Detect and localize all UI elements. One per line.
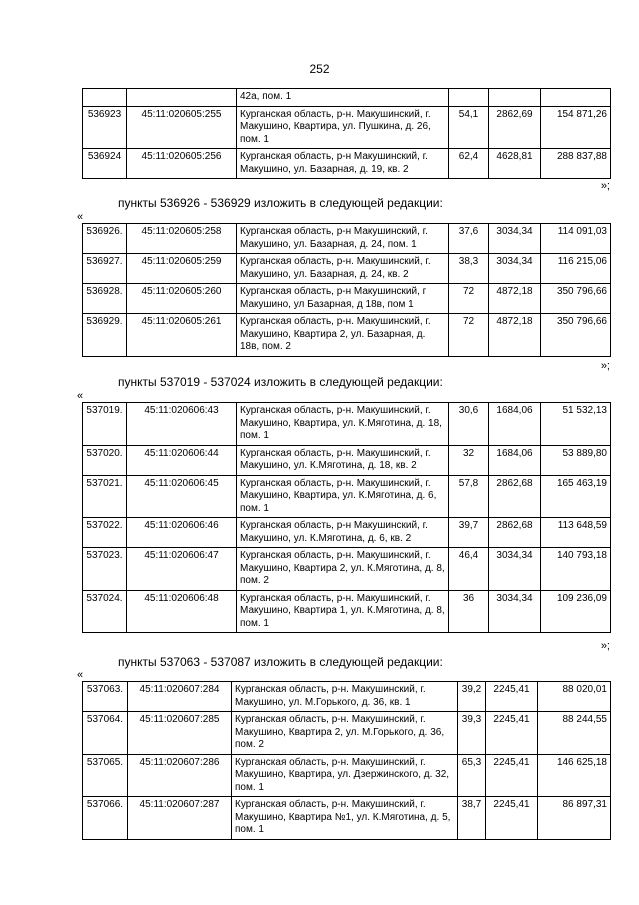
value: 350 796,66 [541, 284, 611, 314]
row-number: 537064. [83, 712, 128, 755]
rate: 3034,34 [489, 254, 541, 284]
area: 46,4 [449, 548, 489, 591]
row-number: 537066. [83, 797, 128, 840]
area [449, 89, 489, 107]
table-row [83, 106, 611, 149]
rate: 4872,18 [489, 284, 541, 314]
table-row [83, 224, 611, 254]
cadastral-number: 45:11:020606:46 [127, 518, 237, 548]
closing-quote: »; [600, 360, 610, 372]
area: 38,7 [458, 797, 486, 840]
area: 39,7 [449, 518, 489, 548]
table-row [83, 590, 611, 633]
rate: 1684,06 [489, 445, 541, 475]
rate: 3034,34 [489, 590, 541, 633]
table-row [83, 797, 611, 840]
value: 288 837,88 [541, 149, 611, 179]
address: Курганская область, р-н Макушинский, г. Макушино, ул. Базарная, д. 24, пом. 1 [237, 224, 449, 254]
area: 32 [449, 445, 489, 475]
value: 146 625,18 [538, 754, 611, 797]
table-row [83, 149, 611, 179]
address: Курганская область, р-н. Макушинский, г. Макушино, Квартира №1, ул. К.Мяготина, д. 5, пом. 1 [232, 797, 458, 840]
row-number: 536926. [83, 224, 127, 254]
area: 57,8 [449, 475, 489, 518]
row-number: 537024. [83, 590, 127, 633]
value: 350 796,66 [541, 314, 611, 357]
section-heading-3: пункты 537063 - 537087 изложить в следующей редакции: [118, 655, 443, 669]
area: 30,6 [449, 403, 489, 446]
row-number: 537023. [83, 548, 127, 591]
value: 53 889,80 [541, 445, 611, 475]
closing-quote: »; [600, 640, 610, 652]
table-row [83, 403, 611, 446]
address: Курганская область, р-н. Макушинский, г. Макушино, Квартира 2, ул. Базарная, д. 18в, пом. 2 [237, 314, 449, 357]
area: 54,1 [449, 106, 489, 149]
row-number: 536929. [83, 314, 127, 357]
table-row [83, 682, 611, 712]
table-row [83, 475, 611, 518]
rate: 3034,34 [489, 548, 541, 591]
value [541, 89, 611, 107]
cadastral-number: 45:11:020607:287 [128, 797, 232, 840]
address: Курганская область, р-н. Макушинский, г. Макушино, Квартира, ул. К.Мяготина, д. 18, пом. 1 [237, 403, 449, 446]
value: 165 463,19 [541, 475, 611, 518]
cadastral-number: 45:11:020606:47 [127, 548, 237, 591]
row-number: 537063. [83, 682, 128, 712]
row-number: 537019. [83, 403, 127, 446]
rate: 4628,81 [489, 149, 541, 179]
table-row [83, 518, 611, 548]
value: 113 648,59 [541, 518, 611, 548]
closing-quote: »; [600, 180, 610, 192]
cadastral-number: 45:11:020605:260 [127, 284, 237, 314]
cadastral-number: 45:11:020605:261 [127, 314, 237, 357]
address: Курганская область, р-н. Макушинский, г. Макушино, Квартира 2, ул. К.Мяготина, д. 8, пом. 2 [237, 548, 449, 591]
cadastral-number: 45:11:020607:286 [128, 754, 232, 797]
cadastral-number: 45:11:020605:255 [127, 106, 237, 149]
address: Курганская область, р-н. Макушинский, г. Макушино, Квартира 1, ул. К.Мяготина, д. 8, пом. 1 [237, 590, 449, 633]
table-row [83, 754, 611, 797]
rate: 4872,18 [489, 314, 541, 357]
area: 72 [449, 314, 489, 357]
value: 109 236,09 [541, 590, 611, 633]
row-number: 537021. [83, 475, 127, 518]
rate: 2862,68 [489, 518, 541, 548]
opening-quote: « [77, 211, 84, 223]
rate: 2862,68 [489, 475, 541, 518]
row-number [83, 89, 127, 107]
cadastral-number: 45:11:020607:285 [128, 712, 232, 755]
address: Курганская область, р-н. Макушинский, г. Макушино, Квартира, ул. Пушкина, д. 26, пом. 1 [237, 106, 449, 149]
cadastral-number: 45:11:020606:45 [127, 475, 237, 518]
address: Курганская область, р-н. Макушинский, г. Макушино, Квартира 2, ул. М.Горького, д. 36, пом. 2 [232, 712, 458, 755]
area: 65,3 [458, 754, 486, 797]
address: Курганская область, р-н Макушинский, г. Макушино, ул. К.Мяготина, д. 6, кв. 2 [237, 518, 449, 548]
rate: 3034,34 [489, 224, 541, 254]
cadastral-number [127, 89, 237, 107]
table-row [83, 284, 611, 314]
address: Курганская область, р-н. Макушинский, г. Макушино, Квартира, ул. К.Мяготина, д. 6, пом. 1 [237, 475, 449, 518]
area: 39,3 [458, 712, 486, 755]
cadastral-number: 45:11:020605:256 [127, 149, 237, 179]
area: 37,6 [449, 224, 489, 254]
cadastral-number: 45:11:020606:48 [127, 590, 237, 633]
table-row [83, 712, 611, 755]
cadastral-number: 45:11:020605:258 [127, 224, 237, 254]
opening-quote: « [77, 669, 84, 681]
value: 51 532,13 [541, 403, 611, 446]
value: 154 871,26 [541, 106, 611, 149]
value: 88 244,55 [538, 712, 611, 755]
value: 88 020,01 [538, 682, 611, 712]
address: Курганская область, р-н. Макушинский, г. Макушино, ул. Базарная, д. 24, кв. 2 [237, 254, 449, 284]
value: 140 793,18 [541, 548, 611, 591]
registry-table-2 [82, 223, 611, 357]
section-heading-2: пункты 537019 - 537024 изложить в следующей редакции: [118, 375, 443, 389]
address: Курганская область, р-н. Макушинский, г. Макушино, Квартира, ул. Дзержинского, д. 32, пом. 1 [232, 754, 458, 797]
row-number: 537065. [83, 754, 128, 797]
area: 38,3 [449, 254, 489, 284]
rate: 2245,41 [486, 682, 538, 712]
row-number: 537022. [83, 518, 127, 548]
value: 86 897,31 [538, 797, 611, 840]
address: Курганская область, р-н. Макушинский, г. Макушино, ул. К.Мяготина, д. 18, кв. 2 [237, 445, 449, 475]
registry-table-4 [82, 681, 611, 840]
area: 62,4 [449, 149, 489, 179]
cadastral-number: 45:11:020606:44 [127, 445, 237, 475]
row-number: 536924 [83, 149, 127, 179]
table-row [83, 445, 611, 475]
cadastral-number: 45:11:020607:284 [128, 682, 232, 712]
opening-quote: « [77, 390, 84, 402]
section-heading-1: пункты 536926 - 536929 изложить в следующей редакции: [118, 196, 443, 210]
table-row [83, 548, 611, 591]
table-row [83, 314, 611, 357]
registry-table-1 [82, 88, 611, 179]
row-number: 537020. [83, 445, 127, 475]
area: 39,2 [458, 682, 486, 712]
address: Курганская область, р-н. Макушинский, г. Макушино, ул. М.Горького, д. 36, кв. 1 [232, 682, 458, 712]
row-number: 536927. [83, 254, 127, 284]
rate [489, 89, 541, 107]
value: 114 091,03 [541, 224, 611, 254]
area: 36 [449, 590, 489, 633]
rate: 2245,41 [486, 712, 538, 755]
row-number: 536928. [83, 284, 127, 314]
value: 116 215,06 [541, 254, 611, 284]
area: 72 [449, 284, 489, 314]
page-number: 252 [309, 62, 330, 76]
rate: 2245,41 [486, 797, 538, 840]
address: Курганская область, р-н Макушинский, г. Макушино, ул. Базарная, д. 19, кв. 2 [237, 149, 449, 179]
table-row [83, 254, 611, 284]
address: 42а, пом. 1 [237, 89, 449, 107]
address: Курганская область, р-н Макушинский, г Макушино, ул Базарная, д 18в, пом 1 [237, 284, 449, 314]
rate: 1684,06 [489, 403, 541, 446]
cadastral-number: 45:11:020605:259 [127, 254, 237, 284]
rate: 2862,69 [489, 106, 541, 149]
table-row [83, 89, 611, 107]
row-number: 536923 [83, 106, 127, 149]
cadastral-number: 45:11:020606:43 [127, 403, 237, 446]
registry-table-3 [82, 402, 611, 633]
rate: 2245,41 [486, 754, 538, 797]
